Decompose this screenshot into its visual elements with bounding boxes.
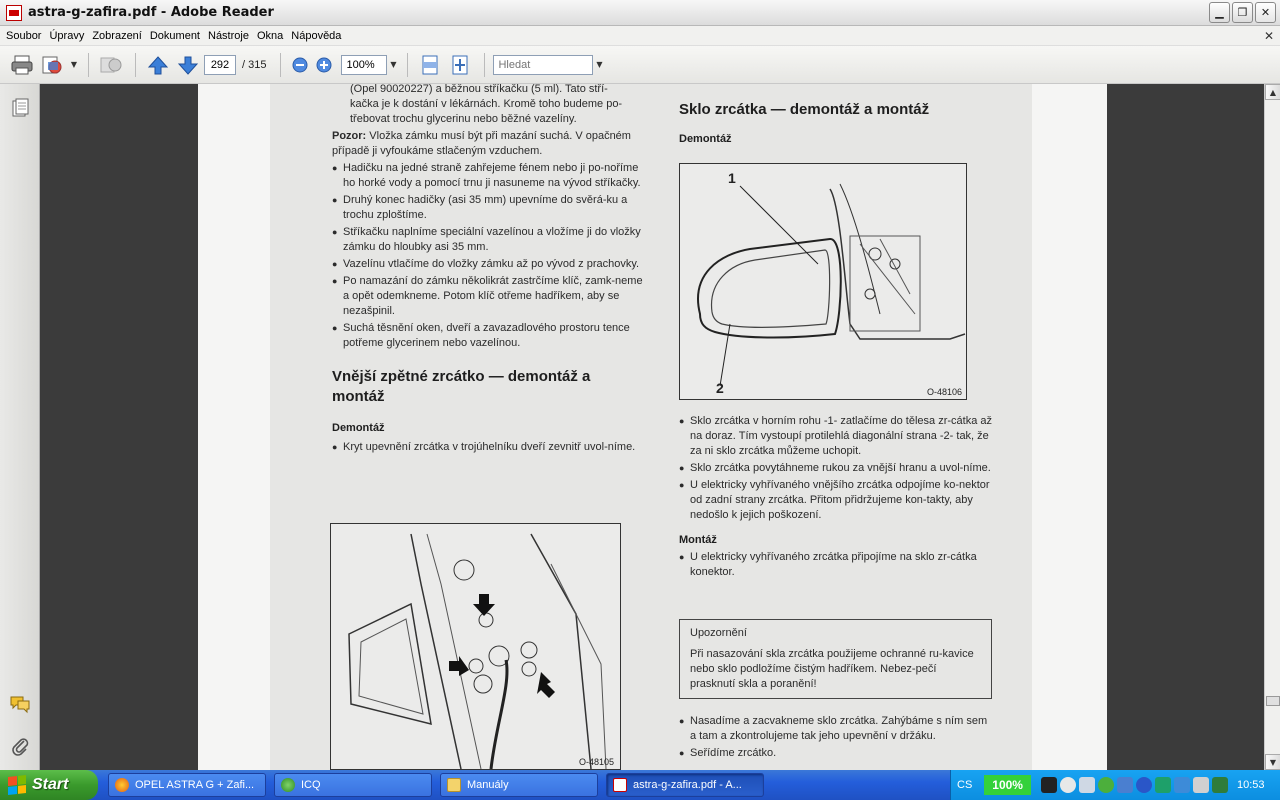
list-item: ● Po namazání do zámku několikrát zastrčíme klíč, zamk-neme a opět odemkneme. Potom klíč otřeme hadříkem, aby se nezašpinil. <box>332 274 644 319</box>
list-item: ● Kryt upevnění zrcátka v trojúhelníku dveří zevnitř uvol-níme. <box>332 440 644 455</box>
right-column-body <box>679 414 995 582</box>
zoom-dropdown-icon[interactable]: ▼ <box>390 60 397 69</box>
pages-icon[interactable] <box>8 96 32 120</box>
start-button[interactable] <box>0 770 98 800</box>
fit-page-button[interactable] <box>446 51 474 79</box>
mirror-mount-illustration <box>331 524 620 769</box>
menu-nastroje[interactable]: Nástroje <box>208 29 249 42</box>
figure-mirror-glass <box>679 163 967 400</box>
language-indicator[interactable]: CS <box>957 779 973 791</box>
volume-icon[interactable] <box>1193 777 1209 793</box>
tray-app-icon[interactable] <box>1212 777 1228 793</box>
tray-app-icon[interactable] <box>1079 777 1095 793</box>
text-line: kačka je k dostání v lékárnách. Kromě toho budeme po- <box>350 98 623 110</box>
zoom-out-button[interactable] <box>289 51 311 79</box>
scrollbar-thumb[interactable] <box>1266 696 1280 706</box>
list-item: ● Suchá těsnění oken, dveří a zavazadlového prostoru tence potřeme glycerinem nebo vazelínou. <box>332 321 644 351</box>
zoom-out-icon <box>292 57 308 73</box>
toolbar-separator <box>407 53 408 77</box>
chevron-left-icon[interactable] <box>1060 777 1076 793</box>
text-line: třebovat trochu glycerinu nebo běžné vazelíny. <box>350 113 577 125</box>
list-item: ● Seřídíme zrcátko. <box>679 746 995 761</box>
vertical-scrollbar[interactable] <box>1264 84 1280 770</box>
folder-icon <box>447 778 461 792</box>
fit-width-icon <box>420 54 440 76</box>
next-page-button[interactable] <box>174 51 202 79</box>
search-input[interactable] <box>493 55 593 75</box>
section-heading: Vnější zpětné zrcátko — demontáž a montáž <box>332 368 591 405</box>
list-item: ● Sklo zrcátka povytáhneme rukou za vnější hranu a uvol-níme. <box>679 461 995 476</box>
list-item: ● Sklo zrcátka v horním rohu -1- zatlačíme do tělesa zr-cátka až na doraz. Tím vystoupí protilehlá diagonální strana -2- tak, že za ni sklo zrcátka můžeme uchopit. <box>679 414 995 459</box>
menu-okna[interactable]: Okna <box>256 29 284 42</box>
minimize-button[interactable]: ▁ <box>1209 2 1230 23</box>
menu-napoveda[interactable]: Nápověda <box>291 29 342 42</box>
warning-text: Při nasazování skla zrcátka použijeme ochranné ru-kavice nebo sklo podložíme čistým hadříkem. Nebez-pečí prasknutí skla a poranění! <box>690 648 974 690</box>
close-button[interactable]: ✕ <box>1255 2 1276 23</box>
list-item: ● Hadičku na jedné straně zahřejeme fénem nebo ji po-noříme ho horké vody a pomocí trnu ji nasuneme na vývod stříkačky. <box>332 161 644 191</box>
taskbar-item-label: Manuály <box>467 779 509 791</box>
page-total-label: / 315 <box>242 58 267 71</box>
intro-text <box>332 84 644 127</box>
section-heading: Sklo zrcátka — demontáž a montáž <box>679 101 930 118</box>
document-view[interactable] <box>41 84 1264 770</box>
taskbar-item-label: astra-g-zafira.pdf - A... <box>633 779 742 791</box>
zoom-level-input[interactable] <box>341 55 387 75</box>
network-icon[interactable] <box>1117 777 1133 793</box>
menu-dokument[interactable]: Dokument <box>149 29 200 42</box>
taskbar-item-icq[interactable] <box>274 773 432 797</box>
scroll-down-icon[interactable]: ▼ <box>1265 754 1280 770</box>
icq-tray-icon[interactable] <box>1098 777 1114 793</box>
restore-button[interactable]: ❐ <box>1232 2 1253 23</box>
subheading: Montáž <box>679 534 717 546</box>
taskbar-item-label: ICQ <box>301 779 321 791</box>
pdf-icon <box>613 778 627 792</box>
toolbar-separator <box>135 53 136 77</box>
window-controls <box>1209 2 1276 23</box>
clock[interactable]: 10:53 <box>1236 779 1265 791</box>
caution-label: Pozor: <box>332 130 367 142</box>
toolbar-separator <box>484 53 485 77</box>
zoom-in-button[interactable] <box>313 51 335 79</box>
scroll-up-icon[interactable]: ▲ <box>1265 84 1280 100</box>
printer-icon <box>10 54 34 76</box>
taskbar-item-firefox[interactable] <box>108 773 266 797</box>
text-line: (Opel 90020227) a běžnou stříkačku (5 ml). Tato stří- <box>350 84 608 95</box>
pdf-page <box>198 84 1107 770</box>
list-item: ● Stříkačku naplníme speciální vazelínou a vložíme ji do vložky zámku do hloubky asi 35 mm. <box>332 225 644 255</box>
caution-text: Vložka zámku musí být při mazání suchá. V opačném případě ji vyfoukáme stlačeným vzduchem. <box>332 130 631 157</box>
start-label: Start <box>32 776 69 793</box>
subheading: Demontáž <box>679 133 732 145</box>
caution-paragraph <box>332 129 644 159</box>
comments-icon[interactable] <box>8 692 32 716</box>
menu-upravy[interactable]: Úpravy <box>49 29 85 42</box>
window-title: astra-g-zafira.pdf - Adobe Reader <box>28 5 274 20</box>
subheading: Demontáž <box>332 422 385 434</box>
taskbar-item-label: OPEL ASTRA G + Zafi... <box>135 779 255 791</box>
taskbar-item-adobe-reader[interactable] <box>606 773 764 797</box>
attachments-icon[interactable] <box>8 734 32 758</box>
toolbar-separator <box>280 53 281 77</box>
menu-soubor[interactable]: Soubor <box>6 29 42 42</box>
search-dropdown-icon[interactable]: ▼ <box>596 60 603 69</box>
battery-indicator[interactable]: 100% <box>984 775 1031 795</box>
list-item: ● U elektricky vyhřívaného zrcátka připojíme na sklo zr-cátka konektor. <box>679 550 995 580</box>
pdf-app-icon <box>6 5 22 21</box>
figure-code: O-48105 <box>578 757 614 767</box>
left-column <box>332 84 644 457</box>
list-item: ● Druhý konec hadičky (asi 35 mm) upevníme do svěrá-ku a trochu zploštíme. <box>332 193 644 223</box>
collaborate-icon <box>98 54 124 76</box>
figure-mirror-mount <box>330 523 621 770</box>
bluetooth-icon[interactable] <box>1136 777 1152 793</box>
arrow-down-icon <box>177 54 199 76</box>
list-item: ● Nasadíme a zacvakneme sklo zrcátka. Zahýbáme s ním sem a tam a zkontrolujeme tak jeho upevnění v držáku. <box>679 714 995 744</box>
list-item: ● U elektricky vyhřívaného vnějšího zrcátka odpojíme ko-nektor od zadní strany zrcátka. Přitom přidržujeme kon-takty, aby nedošlo k jejich poškození. <box>679 478 995 523</box>
previous-page-button[interactable] <box>144 51 172 79</box>
menu-bar <box>0 26 1280 46</box>
title-bar <box>0 0 1280 26</box>
create-pdf-button[interactable] <box>38 51 66 79</box>
icq-icon <box>281 778 295 792</box>
right-column <box>679 100 999 147</box>
figure-code: O-48106 <box>926 387 962 397</box>
warning-box <box>679 619 992 699</box>
system-tray <box>950 770 1280 800</box>
toolbar <box>0 46 1280 84</box>
warning-title: Upozornění <box>690 627 747 639</box>
zoom-in-icon <box>316 57 332 73</box>
close-document-icon[interactable]: ✕ <box>1263 28 1274 43</box>
page-number-input[interactable] <box>204 55 236 75</box>
taskbar <box>0 770 1280 800</box>
mirror-glass-illustration <box>680 164 966 399</box>
scanned-page <box>270 84 1032 770</box>
create-pdf-icon <box>40 54 64 76</box>
taskbar-item-folder[interactable] <box>440 773 598 797</box>
firefox-icon <box>115 778 129 792</box>
figure-callout-2: 2 <box>716 380 724 396</box>
collaborate-button[interactable] <box>97 51 125 79</box>
toolbar-separator <box>88 53 89 77</box>
fit-width-button[interactable] <box>416 51 444 79</box>
right-column-footer <box>679 714 995 763</box>
windows-logo-icon <box>8 775 26 795</box>
list-item: ● Vazelínu vtlačíme do vložky zámku až po vývod z prachovky. <box>332 257 644 272</box>
navigation-panel <box>0 84 40 770</box>
create-pdf-dropdown-icon[interactable]: ▼ <box>70 60 78 69</box>
power-plug-icon[interactable] <box>1041 777 1057 793</box>
tray-app-icon[interactable] <box>1174 777 1190 793</box>
figure-callout-1: 1 <box>728 170 736 186</box>
print-button[interactable] <box>8 51 36 79</box>
menu-zobrazeni[interactable]: Zobrazení <box>92 29 142 42</box>
fit-page-icon <box>450 54 470 76</box>
arrow-up-icon <box>147 54 169 76</box>
security-icon[interactable] <box>1155 777 1171 793</box>
